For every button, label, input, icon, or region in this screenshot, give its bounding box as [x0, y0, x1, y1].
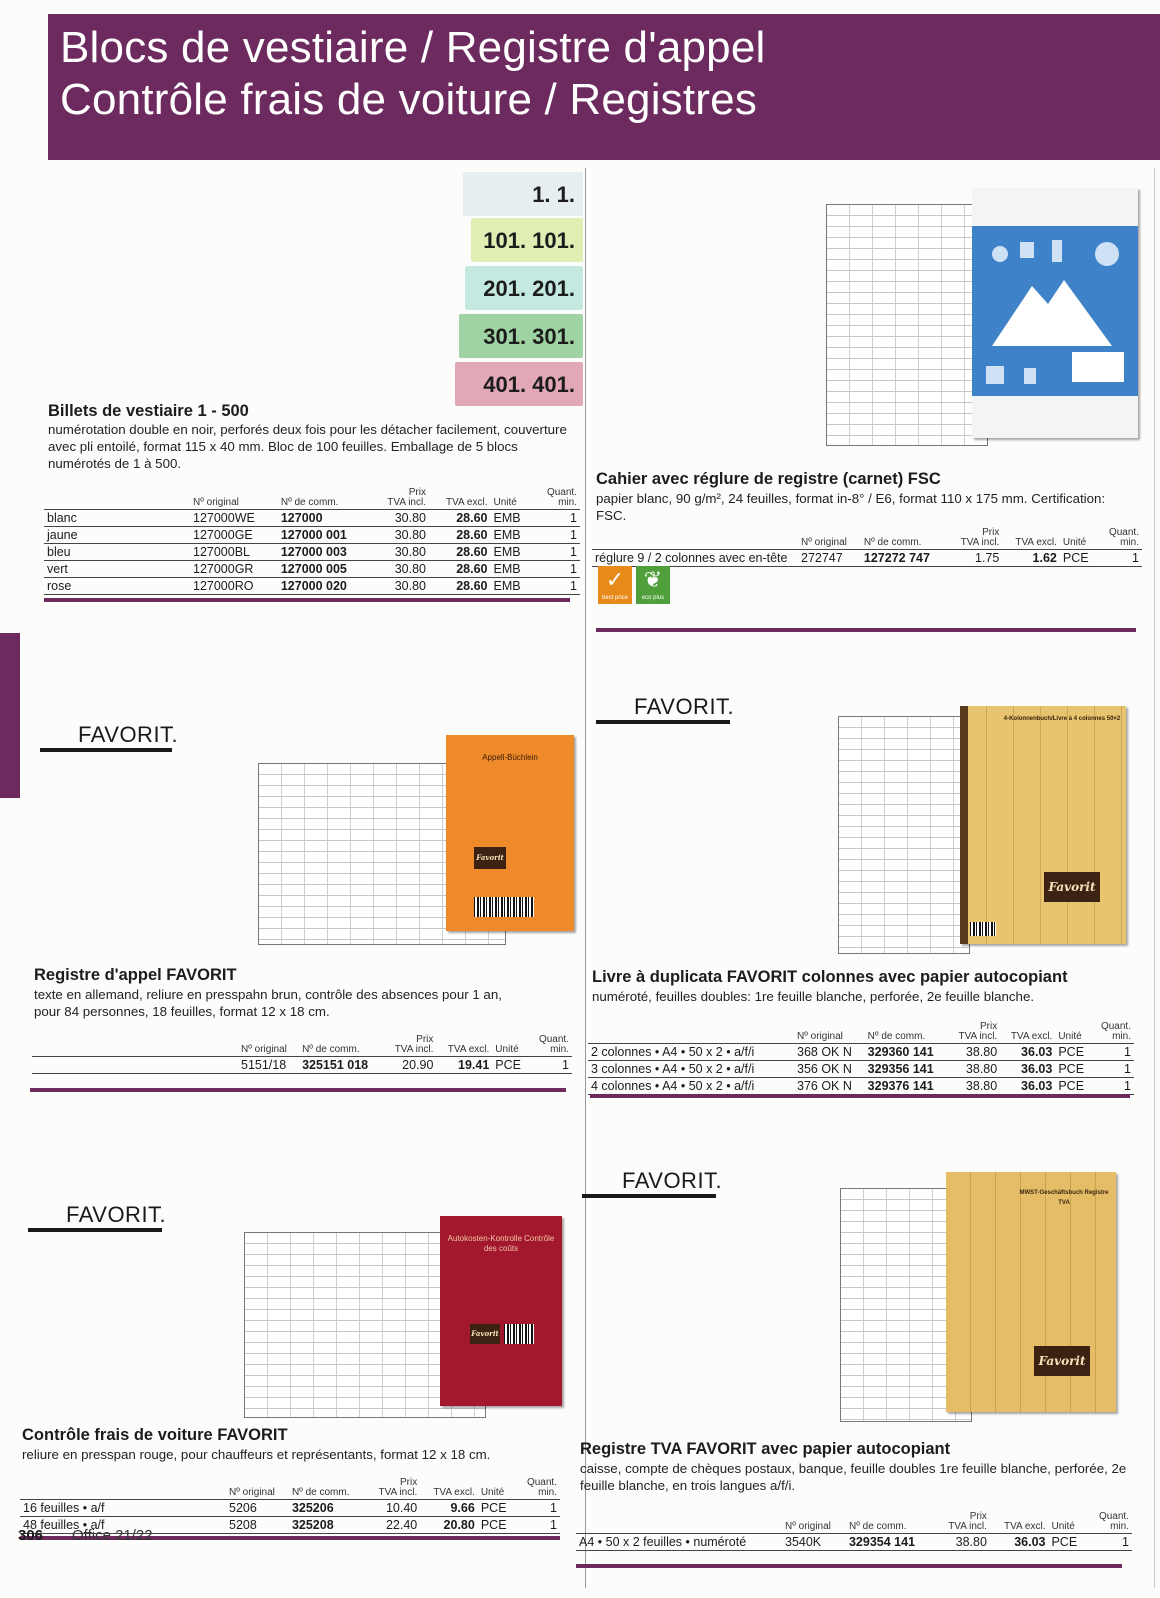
- frais-desc: reliure en presspan rouge, pour chauffeurs et représentants, format 12 x 18 cm.: [22, 1447, 491, 1462]
- page-banner: [48, 14, 1160, 160]
- ticket-green: 301. 301.: [459, 314, 583, 358]
- duplicata-cover-image: [960, 706, 1126, 944]
- tva-brand-underline: [582, 1194, 716, 1198]
- cahier-bar: [596, 628, 1136, 632]
- duplicata-brand-logo: FAVORIT.: [634, 694, 735, 719]
- table-row: 16 feuilles • a/f 5206 325206 10.40 9.66 PCE 1: [20, 1500, 560, 1517]
- frais-title: Contrôle frais de voiture FAVORIT: [22, 1426, 288, 1444]
- tva-brand-logo: FAVORIT.: [622, 1168, 723, 1193]
- cahier-cover-image: [972, 188, 1138, 438]
- cahier-table: Nº original Nº de comm. Prix TVA incl. TVA excl. Unité Quant. min. réglure 9 / 2 colonnes avec en-tête 272747 127272 747 1.75 1.62 PCE 1: [592, 528, 1142, 567]
- table-row: 2 colonnes • A4 • 50 x 2 • a/f/i 368 OK N 329360 141 38.80 36.03 PCE 1: [588, 1044, 1134, 1061]
- tva-title: Registre TVA FAVORIT avec papier autocopiant: [580, 1440, 951, 1458]
- table-row: blanc 127000WE 127000 30.80 28.60 EMB 1: [44, 510, 580, 527]
- banner-title-line2: Contrôle frais de voiture / Registres: [60, 75, 758, 124]
- frais-favorit-logo: Favorit: [470, 1324, 500, 1344]
- duplicata-title: Livre à duplicata FAVORIT colonnes avec papier autocopiant: [592, 968, 1068, 986]
- ticket-yellow: 101. 101.: [471, 218, 583, 262]
- ticket-pink: 401. 401.: [455, 362, 583, 406]
- ticket-stack-image: [455, 172, 583, 412]
- table-row: vert 127000GR 127000 005 30.80 28.60 EMB 1: [44, 561, 580, 578]
- right-margin-line: [1154, 168, 1155, 1588]
- col-incl: Prix TVA incl.: [387, 487, 426, 508]
- table-row: rose 127000RO 127000 020 30.80 28.60 EMB 1: [44, 578, 580, 595]
- appel-barcode: [474, 897, 534, 917]
- duplicata-barcode: [970, 922, 996, 936]
- table-row: 4 colonnes • A4 • 50 x 2 • a/f/i 376 OK N 329376 141 38.80 36.03 PCE 1: [588, 1078, 1134, 1095]
- duplicata-bar: [590, 1094, 1130, 1098]
- col-excl: TVA excl.: [445, 497, 488, 508]
- col-qty: Quant. min.: [546, 487, 577, 508]
- appel-cover-image: [446, 735, 574, 931]
- billets-title: Billets de vestiaire 1 - 500: [48, 402, 249, 420]
- col-unit: Unité: [493, 497, 517, 508]
- tva-bar: [576, 1564, 1122, 1568]
- appel-desc: texte en allemand, reliure en presspahn brun, contrôle des absences pour 1 an, pour 84 personnes, 18 feuilles, format 12 x 18 cm.: [34, 987, 502, 1019]
- eco-plus-badge: ❦ eco plus: [636, 566, 670, 604]
- appel-cover-title: Appell-Büchlein: [482, 753, 538, 762]
- section-side-tab: [0, 633, 20, 798]
- leaf-icon: ❦: [643, 567, 663, 592]
- appel-bar: [30, 1088, 566, 1092]
- duplicata-table: Nº original Nº de comm. Prix TVA incl. TVA excl. Unité Quant. min. 2 colonnes • A4 • 50 x 2 • a/f/i 368 OK N 329360 141 38.80 36.03 PCE 1 3 colonnes • A4 • 50 x 2 • a/f/i 356 OK N 329356 141 38.80 36.03 PCE 1 4 colonnes • A4 • 50 x 2 • a/f/i 376 OK N 329376 141 38.80 36.03 PCE 1: [588, 1022, 1134, 1095]
- table-row: jaune 127000GE 127000 001 30.80 28.60 EMB 1: [44, 527, 580, 544]
- page-number: 306: [18, 1527, 44, 1544]
- banner-title-line1: Blocs de vestiaire / Registre d'appel: [60, 23, 766, 72]
- appel-brand-logo: FAVORIT.: [78, 722, 179, 747]
- tva-cover-title: MWST-Geschäftsbuch Registre TVA: [1019, 1190, 1109, 1206]
- checkmark-icon: ✓: [605, 567, 625, 592]
- catalog-name: Office 21/22: [72, 1527, 153, 1544]
- duplicata-desc: numéroté, feuilles doubles: 1re feuille blanche, perforée, 2e feuille blanche.: [592, 989, 1035, 1004]
- duplicata-brand-underline: [596, 720, 730, 724]
- duplicata-spine: [960, 706, 968, 944]
- col-original: Nº original: [193, 497, 239, 508]
- mountain-cow-icon: [972, 226, 1138, 396]
- col-comm: Nº de comm.: [280, 497, 339, 508]
- table-row: A4 • 50 x 2 feuilles • numéroté 3540K 329354 141 38.80 36.03 PCE 1: [576, 1534, 1132, 1551]
- appel-brand-underline: [40, 748, 172, 752]
- tva-desc: caisse, compte de chèques postaux, banque, feuille doubles 1re feuille blanche, perforée, 2e feuille blanche, en trois langues a/f/i.: [580, 1461, 1127, 1493]
- tva-favorit-logo: Favorit: [1034, 1346, 1090, 1376]
- table-row: 5151/18 325151 018 20.90 19.41 PCE 1: [32, 1057, 572, 1074]
- frais-cover-title: Autokosten-Kontrolle Contrôle des coûts: [447, 1234, 555, 1253]
- frais-brand-logo: FAVORIT.: [66, 1202, 167, 1227]
- billets-desc: numérotation double en noir, perforés deux fois pour les détacher facilement, couverture avec pli entoilé, format 115 x 40 mm. Bloc de 100 feuilles. Emballage de 5 blocs numérotés de 1 à 500.: [48, 422, 567, 471]
- frais-table: Nº original Nº de comm. Prix TVA incl. TVA excl. Unité Quant. min. 16 feuilles • a/f 5206 325206 10.40 9.66 PCE 1 48 feuilles • a/f 5208 325208 22.40 20.80 PCE 1: [20, 1478, 560, 1534]
- duplicata-ruled-page-image: [838, 716, 970, 954]
- cahier-title: Cahier avec réglure de registre (carnet) FSC: [596, 470, 941, 488]
- duplicata-cover-title: 4-Kolonnenbuch/Livre à 4 colonnes 50×2: [1003, 716, 1121, 722]
- table-row: réglure 9 / 2 colonnes avec en-tête 272747 127272 747 1.75 1.62 PCE 1: [592, 550, 1142, 567]
- column-divider: [585, 168, 586, 1588]
- duplicata-favorit-logo: Favorit: [1044, 872, 1100, 902]
- cahier-cover-pattern: [972, 226, 1138, 396]
- appel-favorit-logo: Favorit: [474, 847, 506, 869]
- billets-bar: [44, 598, 570, 602]
- table-row: 3 colonnes • A4 • 50 x 2 • a/f/i 356 OK N 329356 141 38.80 36.03 PCE 1: [588, 1061, 1134, 1078]
- frais-barcode: [504, 1324, 534, 1344]
- table-row: bleu 127000BL 127000 003 30.80 28.60 EMB 1: [44, 544, 580, 561]
- table-row: 48 feuilles • a/f 5208 325208 22.40 20.80 PCE 1: [20, 1517, 560, 1534]
- appel-title: Registre d'appel FAVORIT: [34, 966, 237, 984]
- frais-brand-underline: [28, 1228, 162, 1232]
- tva-table: Nº original Nº de comm. Prix TVA incl. TVA excl. Unité Quant. min. A4 • 50 x 2 feuilles • numéroté 3540K 329354 141 38.80 36.03 PCE 1: [576, 1512, 1132, 1551]
- frais-cover-image: [440, 1216, 562, 1406]
- cahier-desc: papier blanc, 90 g/m², 24 feuilles, format in-8° / E6, format 110 x 175 mm. Certification: FSC.: [596, 491, 1106, 523]
- appel-table: Nº original Nº de comm. Prix TVA incl. TVA excl. Unité Quant. min. 5151/18 325151 018 20.90 19.41 PCE 1: [32, 1035, 572, 1074]
- best-price-badge: ✓ best price: [598, 566, 632, 604]
- billets-table: [44, 488, 580, 595]
- tva-cover-image: [946, 1172, 1116, 1412]
- ticket-white: 1. 1.: [463, 172, 583, 216]
- ticket-blue: 201. 201.: [465, 266, 583, 310]
- cahier-ruled-page-image: [826, 204, 988, 446]
